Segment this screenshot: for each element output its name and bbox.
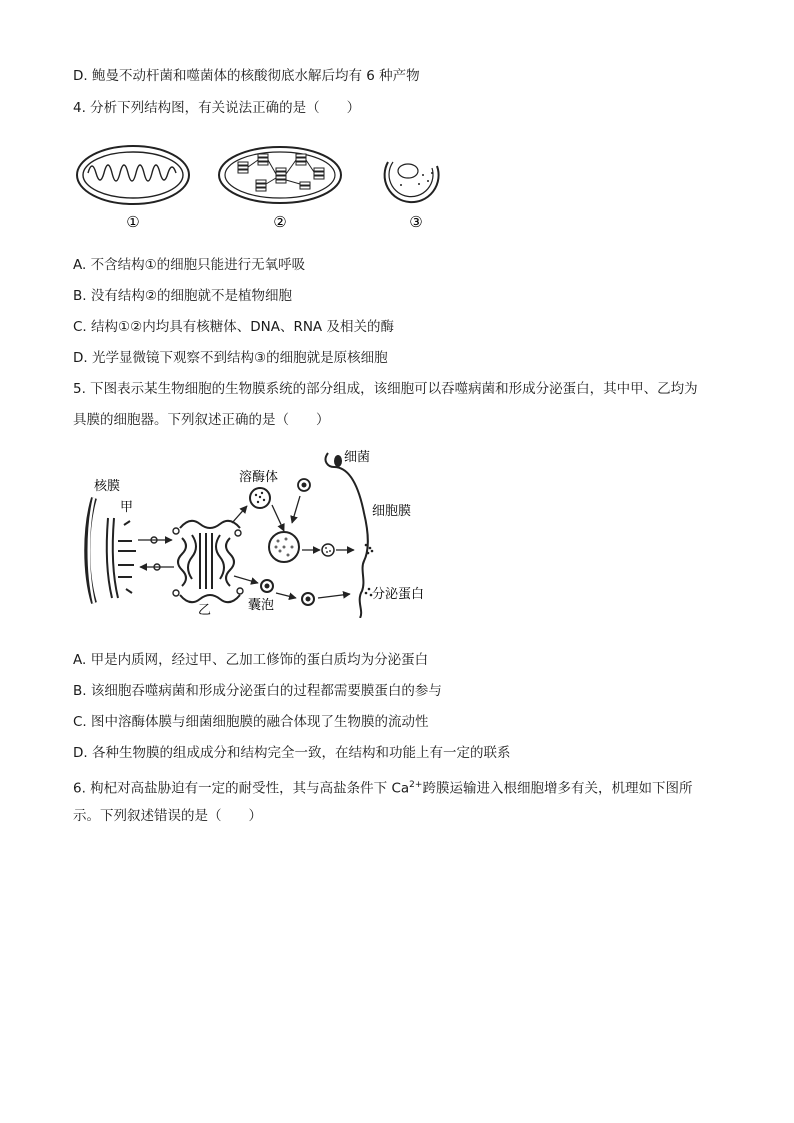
q6-stem-part1: 6. 枸杞对高盐胁迫有一定的耐受性，其与高盐条件下 Ca [73, 780, 410, 797]
q5-label-cell-membrane: 细胞膜 [372, 504, 412, 519]
q6-stem-part2: 跨膜运输进入根细胞增多有关，机理如下图所 [422, 780, 693, 797]
q5-option-a: A. 甲是内质网，经过甲、乙加工修饰的蛋白质均为分泌蛋白 [73, 652, 429, 668]
nucleus-structure [385, 162, 439, 202]
q5-label-nucleus: 核膜 [94, 479, 121, 494]
q5-label-yi: 乙 [198, 603, 212, 618]
q6-stem-line1 [73, 775, 692, 799]
q4-option-a: A. 不含结构①的细胞只能进行无氧呼吸 [73, 257, 306, 273]
q5-label-vesicle: 囊泡 [248, 598, 275, 613]
q5-option-c: C. 图中溶酶体膜与细菌细胞膜的融合体现了生物膜的流动性 [73, 714, 429, 730]
q5-figure [82, 443, 442, 618]
q4-option-c: C. 结构①②内均具有核糖体、DNA、RNA 及相关的酶 [73, 319, 394, 335]
q5-label-jia: 甲 [120, 500, 134, 515]
golgi-structure [178, 521, 240, 602]
q5-option-d: D. 各种生物膜的组成成分和结构完全一致，在结构和功能上有一定的联系 [73, 745, 511, 761]
q4-label-3: ③ [409, 213, 423, 231]
chloroplast-structure [219, 147, 341, 203]
q4-label-2: ② [273, 213, 287, 231]
q6-superscript: 2+ [409, 780, 423, 790]
q3-option-d: D. 鲍曼不动杆菌和噬菌体的核酸彻底水解后均有 6 种产物 [73, 68, 420, 84]
q6-stem-line2: 示。下列叙述错误的是（ ） [73, 808, 262, 824]
q4-option-d: D. 光学显微镜下观察不到结构③的细胞就是原核细胞 [73, 350, 388, 366]
q5-option-b: B. 该细胞吞噬病菌和形成分泌蛋白的过程都需要膜蛋白的参与 [73, 683, 442, 699]
q4-label-1: ① [126, 213, 140, 231]
q5-label-lysosome: 溶酶体 [239, 470, 279, 485]
mitochondrion-structure [77, 146, 189, 204]
q5-stem-line2: 具膜的细胞器。下列叙述正确的是（ ） [73, 412, 330, 428]
q5-label-bacteria: 细菌 [344, 450, 371, 465]
q4-figure [70, 140, 460, 235]
q5-label-secretory-protein: 分泌蛋白 [372, 587, 425, 602]
er-structure [107, 518, 136, 598]
q5-stem-line1: 5. 下图表示某生物细胞的生物膜系统的部分组成，该细胞可以吞噬病菌和形成分泌蛋白，其中甲、乙均为 [73, 381, 698, 397]
q4-stem: 4. 分析下列结构图，有关说法正确的是（ ） [73, 100, 361, 116]
q4-option-b: B. 没有结构②的细胞就不是植物细胞 [73, 288, 292, 304]
